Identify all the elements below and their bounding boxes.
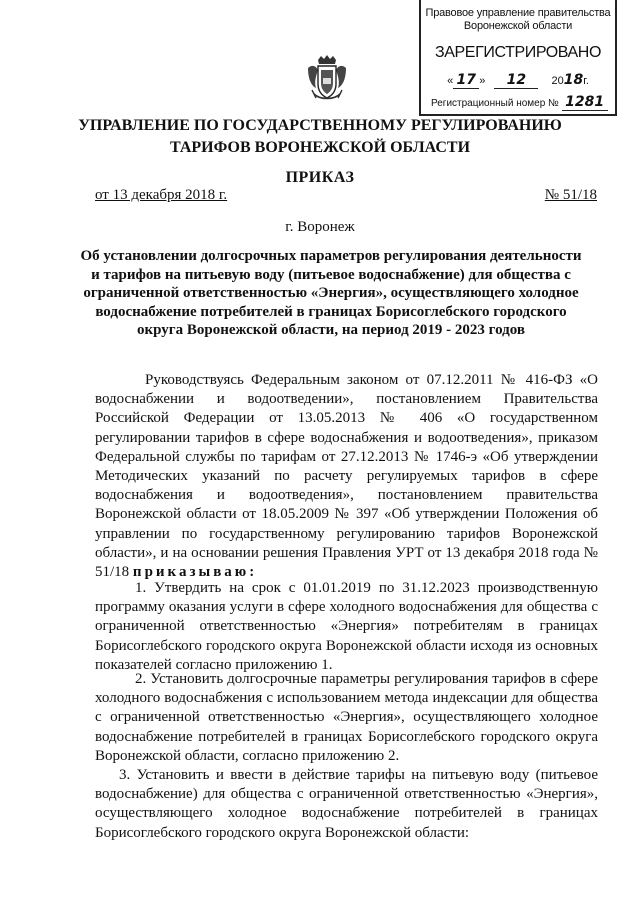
preamble-paragraph xyxy=(95,371,598,582)
stamp-org-line2: Воронежской области xyxy=(463,20,573,32)
order-date: от 13 декабря 2018 г. xyxy=(95,187,228,203)
registration-stamp xyxy=(419,0,617,116)
item-3: 3. Установить и ввести в действие тарифы на питьевую воду (питьевое водоснабжение) для общества с ограниченной ответственностью «Энергия», осуществляющего холодное водоснабжение потребителей в границах Борисоглебского городского округа Воронежской области: xyxy=(95,767,598,841)
preamble-text: Руководствуясь Федеральным законом от 07.12.2011 № 416-ФЗ «О водоснабжении и водоотведении», постановлением Правительства Российской Федерации от 13.05.2013 № 406 «О государственном регулировании тарифов в сфере водоснабжения и водоотведения», приказом Федеральной службы по тарифам от 27.12.2013 № 1746-э «Об утверждении Методических указаний по расчету регулируемых тарифов в сфере водоснабжения и водоотведения», постановлением правительства Воронежской области от 18.05.2009 № 397 «Об утверждении Положения об управлении по государственному регулированию тарифов Воронежской области», и на основании решения Правления УРТ от 13 декабря 2018 года № 51/18 xyxy=(95,372,598,581)
stamp-org-line1: Правовое управление правительства xyxy=(425,7,611,19)
document-type: ПРИКАЗ xyxy=(285,169,355,186)
stamp-number-line xyxy=(421,94,615,111)
stamp-organization xyxy=(421,7,615,33)
stamp-month: 12 xyxy=(494,72,538,89)
stamp-number: 1281 xyxy=(562,94,608,111)
stamp-registered-label: ЗАРЕГИСТРИРОВАНО xyxy=(435,44,601,61)
stamp-date-line: « 17 » 12 2018г. xyxy=(447,72,589,88)
stamp-year-prefix: 20 xyxy=(551,75,564,87)
order-title: Об установлении долгосрочных параметров регулирования деятельности и тарифов на питьевую воду (питьевое водоснабжение) для общества с ограниченной ответственностью «Энергия», осуществляющего холодное водоснабжение потребителей в границах Борисоглебского городского округа Воронежской области, на период 2019 - 2023 годов xyxy=(80,248,582,339)
city: г. Воронеж xyxy=(285,219,355,235)
stamp-year-suffix: 18 xyxy=(563,72,584,88)
stamp-day: 17 xyxy=(453,72,479,89)
order-word: приказываю: xyxy=(132,564,258,581)
item-1: 1. Утвердить на срок с 01.01.2019 по 31.12.2023 производственную программу оказания услуги в сфере холодного водоснабжения для общества с ограниченной ответственностью «Энергия» потребителям в границах Борисоглебского городского округа Воронежской области исходя из основных показателей согласно приложению 1. xyxy=(95,580,598,673)
item-2: 2. Установить долгосрочные параметры регулирования тарифов в сфере холодного водоснабжения с использованием метода индексации для общества с ограниченной ответственностью «Энергия», осуществляющего холодное водоснабжение потребителей в границах Борисоглебского городского округа Воронежской области, согласно приложению 2. xyxy=(95,671,598,764)
stamp-number-label: Регистрационный номер № xyxy=(431,98,559,109)
agency-name-line2: ТАРИФОВ ВОРОНЕЖСКОЙ ОБЛАСТИ xyxy=(169,139,471,156)
coat-of-arms-icon xyxy=(304,54,350,102)
order-number: № 51/18 xyxy=(544,187,597,203)
stamp-year-end: г. xyxy=(583,75,589,87)
agency-name-line1: УПРАВЛЕНИЕ ПО ГОСУДАРСТВЕННОМУ РЕГУЛИРОВАНИЮ xyxy=(78,117,562,134)
